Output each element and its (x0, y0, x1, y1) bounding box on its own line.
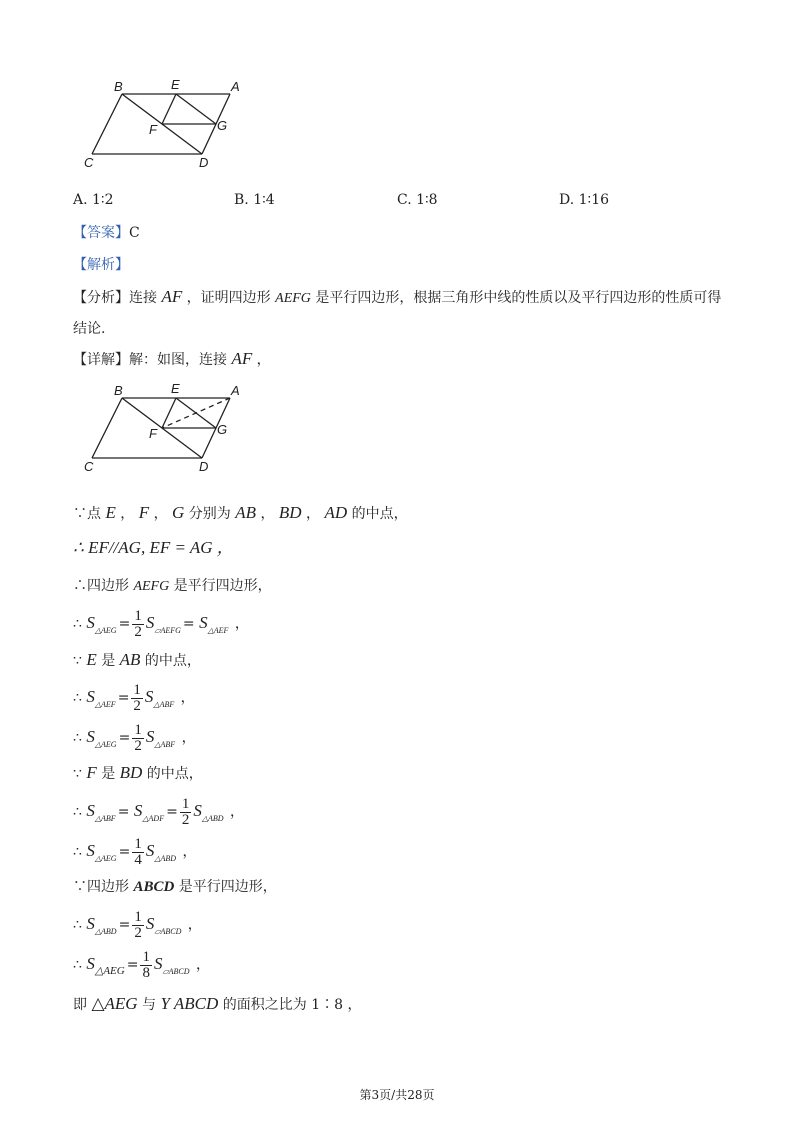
label-d: D (199, 459, 209, 474)
eq-abd-half-abcd: ∴ $S_{\triangle ABD}$ = $\frac{1}{2}$ $S_{▱ABCD}$ ， (73, 908, 202, 941)
option-a: A. 1∶2 (73, 192, 114, 208)
page-footer: 第3页/共28页 (359, 1088, 435, 1102)
label-f: F (149, 122, 157, 137)
label-e: E (171, 381, 180, 396)
fraction: $\frac{1}{4}$ (134, 835, 142, 868)
eq-aeg-half-aefg: ∴ $S_{\triangle AEG}$ = $\frac{1}{2}$ $S_{▱AEFG} = S_{\triangle AEF}$ ， (73, 607, 249, 640)
step-midpoints: ∵点 E ， F ， G 分别为 AB ， BD ， AD 的中点， (73, 503, 408, 522)
figure-1 (80, 74, 250, 174)
figure-2 (80, 378, 250, 478)
fraction: $\frac{1}{8}$ (142, 948, 150, 981)
option-d: D. 1∶16 (559, 192, 610, 208)
conclusion-line: 即 △AEG 与 Y ABCD 的面积之比为 1∶8 ， (73, 994, 362, 1013)
eq-aeg-half-abf: ∴ $S_{\triangle AEG}$ = $\frac{1}{2}$ $S_{\triangle ABF}$ ， (73, 721, 196, 754)
label-b: B (114, 79, 123, 94)
answer-line: 【答案】C (73, 225, 140, 241)
detail-line: 【详解】解：如图，连接 AF ， (73, 349, 271, 368)
fraction: $\frac{1}{2}$ (134, 721, 142, 754)
label-d: D (199, 155, 209, 170)
label-f: F (149, 426, 157, 441)
segment-ef (162, 94, 176, 124)
segment-bc (92, 94, 122, 154)
fraction: $\frac{1}{2}$ (181, 795, 190, 828)
label-e: E (171, 77, 180, 92)
eq-aef-half-abf: ∴ $S_{\triangle AEF}$ = $\frac{1}{2}$ $S_{\triangle ABF}$ ， (73, 681, 195, 714)
fraction: $\frac{1}{2}$ (133, 681, 141, 714)
label-b: B (114, 383, 123, 398)
analysis-heading: 【解析】 (73, 257, 129, 273)
eq-aeg-eighth-abcd: ∴ $S_{\triangle AEG}$ = $\frac{1}{8}$ $S_{▱ABCD}$ ， (73, 948, 210, 981)
label-g: G (217, 118, 228, 133)
fraction: $\frac{1}{2}$ (134, 908, 142, 941)
step-e-midpoint: ∵ E 是 AB 的中点， (73, 650, 201, 669)
fenxi-line-2: 结论. (73, 321, 106, 337)
label-c: C (84, 459, 94, 474)
step-f-midpoint: ∵ F 是 BD 的中点， (73, 763, 203, 782)
option-c: C. 1∶8 (397, 192, 438, 208)
segment-bc (92, 398, 122, 458)
label-a: A (231, 79, 240, 94)
step-aefg-parallelogram: ∴四边形 AEFG 是平行四边形， (73, 578, 272, 594)
label-a: A (231, 383, 240, 398)
fraction: $\frac{1}{2}$ (134, 607, 142, 640)
step-ef-parallel: ∴ EF//AG, EF = AG ， (73, 538, 234, 557)
eq-aeg-quarter-abd: ∴ $S_{\triangle AEG}$ = $\frac{1}{4}$ $S_{\triangle ABD}$ ， (73, 835, 197, 868)
option-b: B. 1∶4 (234, 192, 275, 208)
step-abcd-parallelogram: ∵四边形 ABCD 是平行四边形， (73, 879, 277, 895)
segment-ef (162, 398, 176, 428)
label-c: C (84, 155, 94, 170)
segment-eg (176, 94, 216, 124)
eq-abf-adf-half-abd: ∴ $S_{\triangle ABF} = S_{\triangle ADF}$ = $\frac{1}{2}$ $S_{\triangle ABD}$ ， (73, 795, 244, 828)
label-g: G (217, 422, 228, 437)
fenxi-line-1: 【分析】连接 AF ，证明四边形 AEFG 是平行四边形，根据三角形中线的性质以及平行四边形的性质可得 (73, 287, 722, 306)
